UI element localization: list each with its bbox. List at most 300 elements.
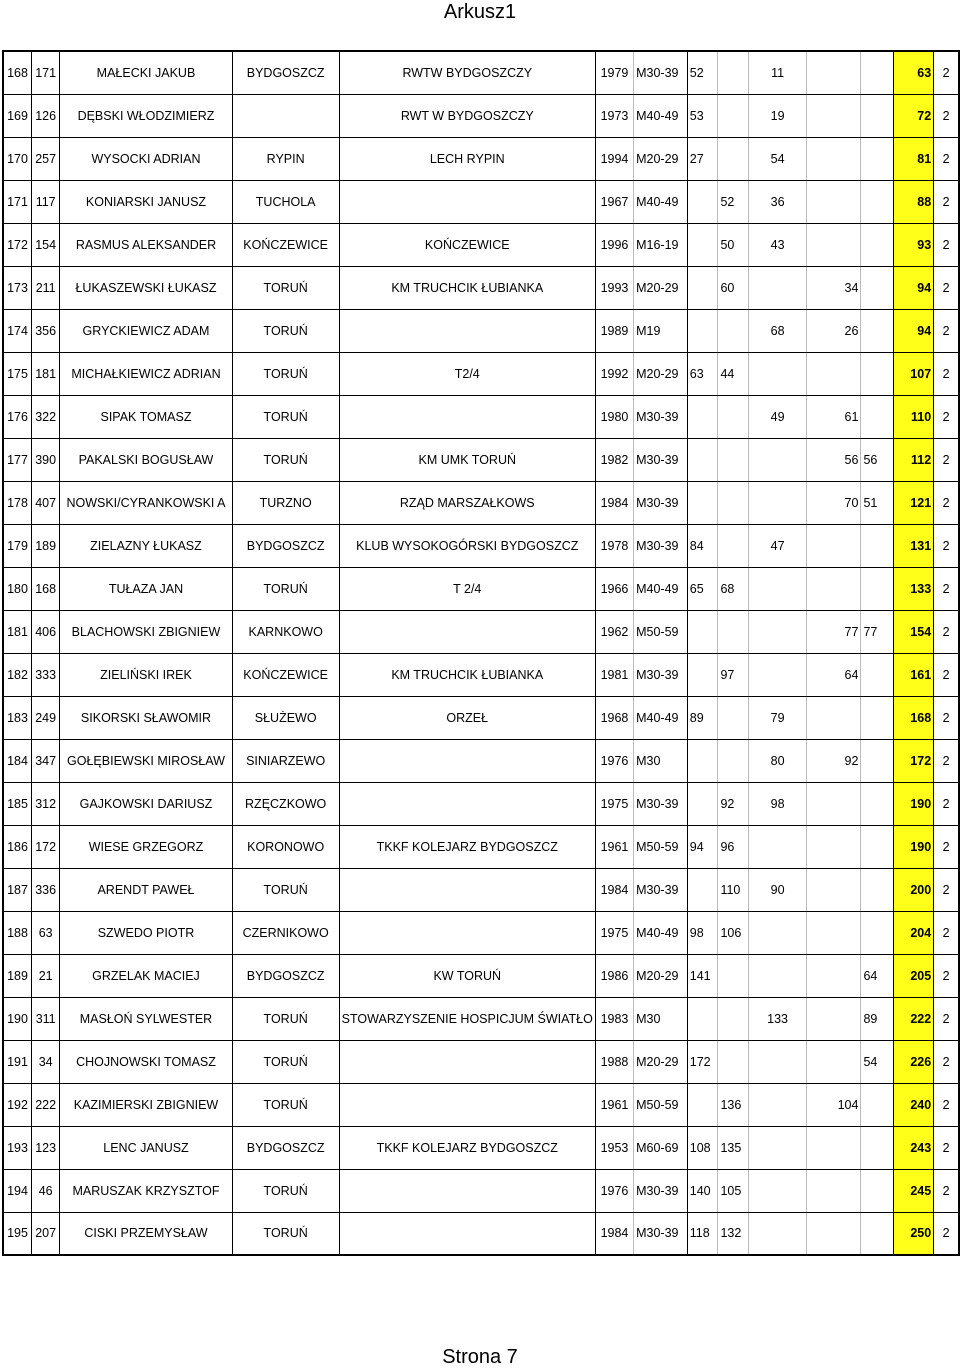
place-cell: 182 <box>3 653 32 696</box>
club-cell: KLUB WYSOKOGÓRSKI BYDGOSZCZ <box>339 524 595 567</box>
category-cell: M40-49 <box>634 567 688 610</box>
club-cell <box>339 1040 595 1083</box>
total-points-cell: 154 <box>894 610 934 653</box>
total-points-cell: 131 <box>894 524 934 567</box>
race-4-score-cell <box>807 1212 861 1255</box>
place-cell: 170 <box>3 137 32 180</box>
total-points-cell: 72 <box>894 94 934 137</box>
runner-name-cell: MASŁOŃ SYLWESTER <box>60 997 232 1040</box>
bib-number-cell: 63 <box>32 911 60 954</box>
runner-name-cell: GRZELAK MACIEJ <box>60 954 232 997</box>
city-cell: KORONOWO <box>232 825 339 868</box>
runner-name-cell: CISKI PRZEMYSŁAW <box>60 1212 232 1255</box>
race-3-score-cell: 79 <box>749 696 807 739</box>
city-cell: SŁUŻEWO <box>232 696 339 739</box>
birth-year-cell: 1989 <box>595 309 633 352</box>
races-count-cell: 2 <box>934 524 959 567</box>
place-cell: 189 <box>3 954 32 997</box>
race-4-score-cell <box>807 782 861 825</box>
sheet-title: Arkusz1 <box>443 1 517 23</box>
total-points-cell: 226 <box>894 1040 934 1083</box>
club-cell: KM TRUCHCIK ŁUBIANKA <box>339 266 595 309</box>
race-5-score-cell <box>861 782 894 825</box>
race-3-score-cell: 54 <box>749 137 807 180</box>
place-cell: 175 <box>3 352 32 395</box>
place-cell: 195 <box>3 1212 32 1255</box>
races-count-cell: 2 <box>934 438 959 481</box>
club-cell: RWT W BYDGOSZCZY <box>339 94 595 137</box>
bib-number-cell: 390 <box>32 438 60 481</box>
city-cell: TORUŃ <box>232 567 339 610</box>
race-4-score-cell: 104 <box>807 1083 861 1126</box>
birth-year-cell: 1953 <box>595 1126 633 1169</box>
races-count-cell: 2 <box>934 1126 959 1169</box>
city-cell: TORUŃ <box>232 309 339 352</box>
runner-name-cell: LENC JANUSZ <box>60 1126 232 1169</box>
race-3-score-cell: 68 <box>749 309 807 352</box>
birth-year-cell: 1978 <box>595 524 633 567</box>
bib-number-cell: 311 <box>32 997 60 1040</box>
club-cell: T 2/4 <box>339 567 595 610</box>
race-5-score-cell <box>861 309 894 352</box>
races-count-cell: 2 <box>934 352 959 395</box>
club-cell: LECH RYPIN <box>339 137 595 180</box>
birth-year-cell: 1973 <box>595 94 633 137</box>
race-1-score-cell: 52 <box>687 51 718 94</box>
club-cell <box>339 610 595 653</box>
race-5-score-cell <box>861 137 894 180</box>
table-row <box>3 610 959 653</box>
runner-name-cell: BLACHOWSKI ZBIGNIEW <box>60 610 232 653</box>
table-row <box>3 696 959 739</box>
place-cell: 180 <box>3 567 32 610</box>
race-4-score-cell <box>807 825 861 868</box>
races-count-cell: 2 <box>934 309 959 352</box>
race-3-score-cell <box>749 610 807 653</box>
category-cell: M30-39 <box>634 1212 688 1255</box>
race-1-score-cell: 89 <box>687 696 718 739</box>
place-cell: 178 <box>3 481 32 524</box>
bib-number-cell: 336 <box>32 868 60 911</box>
races-count-cell: 2 <box>934 94 959 137</box>
birth-year-cell: 1962 <box>595 610 633 653</box>
race-2-score-cell <box>718 51 749 94</box>
race-4-score-cell <box>807 51 861 94</box>
race-5-score-cell <box>861 94 894 137</box>
birth-year-cell: 1981 <box>595 653 633 696</box>
races-count-cell: 2 <box>934 223 959 266</box>
place-cell: 183 <box>3 696 32 739</box>
race-1-score-cell <box>687 309 718 352</box>
race-2-score-cell <box>718 524 749 567</box>
place-cell: 186 <box>3 825 32 868</box>
table-row <box>3 911 959 954</box>
total-points-cell: 112 <box>894 438 934 481</box>
race-5-score-cell <box>861 51 894 94</box>
races-count-cell: 2 <box>934 610 959 653</box>
table-row <box>3 137 959 180</box>
race-5-score-cell <box>861 1083 894 1126</box>
birth-year-cell: 1992 <box>595 352 633 395</box>
runner-name-cell: TUŁAZA JAN <box>60 567 232 610</box>
city-cell: TORUŃ <box>232 1083 339 1126</box>
race-2-score-cell: 44 <box>718 352 749 395</box>
birth-year-cell: 1983 <box>595 997 633 1040</box>
race-5-score-cell <box>861 825 894 868</box>
race-5-score-cell <box>861 696 894 739</box>
place-cell: 188 <box>3 911 32 954</box>
runner-name-cell: GRYCKIEWICZ ADAM <box>60 309 232 352</box>
birth-year-cell: 1979 <box>595 51 633 94</box>
total-points-cell: 243 <box>894 1126 934 1169</box>
race-5-score-cell: 56 <box>861 438 894 481</box>
table-row <box>3 1083 959 1126</box>
race-4-score-cell: 56 <box>807 438 861 481</box>
race-1-score-cell <box>687 782 718 825</box>
club-cell <box>339 309 595 352</box>
total-points-cell: 94 <box>894 266 934 309</box>
city-cell: TORUŃ <box>232 395 339 438</box>
city-cell: TURZNO <box>232 481 339 524</box>
race-1-score-cell: 53 <box>687 94 718 137</box>
bib-number-cell: 322 <box>32 395 60 438</box>
table-row <box>3 309 959 352</box>
table-row <box>3 1126 959 1169</box>
race-5-score-cell <box>861 180 894 223</box>
birth-year-cell: 1976 <box>595 739 633 782</box>
category-cell: M19 <box>634 309 688 352</box>
place-cell: 174 <box>3 309 32 352</box>
races-count-cell: 2 <box>934 997 959 1040</box>
race-5-score-cell <box>861 266 894 309</box>
city-cell: KARNKOWO <box>232 610 339 653</box>
race-4-score-cell <box>807 954 861 997</box>
place-cell: 191 <box>3 1040 32 1083</box>
race-1-score-cell <box>687 610 718 653</box>
bib-number-cell: 211 <box>32 266 60 309</box>
club-cell <box>339 395 595 438</box>
table-row <box>3 524 959 567</box>
bib-number-cell: 21 <box>32 954 60 997</box>
race-2-score-cell: 68 <box>718 567 749 610</box>
total-points-cell: 240 <box>894 1083 934 1126</box>
total-points-cell: 205 <box>894 954 934 997</box>
race-3-score-cell: 133 <box>749 997 807 1040</box>
race-2-score-cell <box>718 309 749 352</box>
total-points-cell: 168 <box>894 696 934 739</box>
race-2-score-cell <box>718 1040 749 1083</box>
city-cell: TORUŃ <box>232 438 339 481</box>
total-points-cell: 190 <box>894 825 934 868</box>
race-1-score-cell <box>687 438 718 481</box>
runner-name-cell: SIPAK TOMASZ <box>60 395 232 438</box>
birth-year-cell: 1968 <box>595 696 633 739</box>
birth-year-cell: 1961 <box>595 825 633 868</box>
race-2-score-cell <box>718 954 749 997</box>
race-5-score-cell <box>861 352 894 395</box>
bib-number-cell: 46 <box>32 1169 60 1212</box>
city-cell: BYDGOSZCZ <box>232 954 339 997</box>
race-3-score-cell <box>749 825 807 868</box>
total-points-cell: 250 <box>894 1212 934 1255</box>
city-cell: TORUŃ <box>232 266 339 309</box>
category-cell: M50-59 <box>634 825 688 868</box>
club-cell <box>339 911 595 954</box>
birth-year-cell: 1975 <box>595 911 633 954</box>
race-4-score-cell <box>807 137 861 180</box>
race-5-score-cell <box>861 1169 894 1212</box>
category-cell: M20-29 <box>634 352 688 395</box>
race-3-score-cell <box>749 567 807 610</box>
bib-number-cell: 257 <box>32 137 60 180</box>
bib-number-cell: 249 <box>32 696 60 739</box>
place-cell: 176 <box>3 395 32 438</box>
category-cell: M30-39 <box>634 1169 688 1212</box>
runner-name-cell: KONIARSKI JANUSZ <box>60 180 232 223</box>
total-points-cell: 93 <box>894 223 934 266</box>
place-cell: 192 <box>3 1083 32 1126</box>
city-cell: TORUŃ <box>232 1040 339 1083</box>
category-cell: M40-49 <box>634 94 688 137</box>
city-cell: RYPIN <box>232 137 339 180</box>
category-cell: M40-49 <box>634 180 688 223</box>
total-points-cell: 94 <box>894 309 934 352</box>
race-3-score-cell: 98 <box>749 782 807 825</box>
race-4-score-cell: 34 <box>807 266 861 309</box>
race-1-score-cell: 94 <box>687 825 718 868</box>
race-5-score-cell: 89 <box>861 997 894 1040</box>
race-1-score-cell: 84 <box>687 524 718 567</box>
total-points-cell: 200 <box>894 868 934 911</box>
category-cell: M30-39 <box>634 395 688 438</box>
club-cell: T2/4 <box>339 352 595 395</box>
race-4-score-cell <box>807 911 861 954</box>
race-3-score-cell <box>749 1126 807 1169</box>
birth-year-cell: 1988 <box>595 1040 633 1083</box>
place-cell: 184 <box>3 739 32 782</box>
race-3-score-cell <box>749 352 807 395</box>
bib-number-cell: 117 <box>32 180 60 223</box>
race-1-score-cell: 98 <box>687 911 718 954</box>
table-row <box>3 395 959 438</box>
city-cell: BYDGOSZCZ <box>232 524 339 567</box>
race-4-score-cell <box>807 696 861 739</box>
category-cell: M40-49 <box>634 696 688 739</box>
races-count-cell: 2 <box>934 653 959 696</box>
race-3-score-cell: 90 <box>749 868 807 911</box>
total-points-cell: 88 <box>894 180 934 223</box>
race-5-score-cell <box>861 868 894 911</box>
category-cell: M30-39 <box>634 51 688 94</box>
race-2-score-cell: 110 <box>718 868 749 911</box>
runner-name-cell: ARENDT PAWEŁ <box>60 868 232 911</box>
race-2-score-cell: 135 <box>718 1126 749 1169</box>
table-row <box>3 954 959 997</box>
race-3-score-cell: 49 <box>749 395 807 438</box>
race-1-score-cell: 140 <box>687 1169 718 1212</box>
birth-year-cell: 1996 <box>595 223 633 266</box>
races-count-cell: 2 <box>934 1040 959 1083</box>
races-count-cell: 2 <box>934 911 959 954</box>
race-4-score-cell: 77 <box>807 610 861 653</box>
race-3-score-cell <box>749 653 807 696</box>
place-cell: 187 <box>3 868 32 911</box>
total-points-cell: 245 <box>894 1169 934 1212</box>
birth-year-cell: 1967 <box>595 180 633 223</box>
place-cell: 169 <box>3 94 32 137</box>
race-1-score-cell: 27 <box>687 137 718 180</box>
bib-number-cell: 312 <box>32 782 60 825</box>
runner-name-cell: PAKALSKI BOGUSŁAW <box>60 438 232 481</box>
race-5-score-cell <box>861 567 894 610</box>
place-cell: 193 <box>3 1126 32 1169</box>
runner-name-cell: SZWEDO PIOTR <box>60 911 232 954</box>
city-cell: RZĘCZKOWO <box>232 782 339 825</box>
race-2-score-cell <box>718 395 749 438</box>
club-cell <box>339 868 595 911</box>
races-count-cell: 2 <box>934 825 959 868</box>
category-cell: M30-39 <box>634 438 688 481</box>
birth-year-cell: 1984 <box>595 481 633 524</box>
race-3-score-cell <box>749 1169 807 1212</box>
runner-name-cell: WYSOCKI ADRIAN <box>60 137 232 180</box>
races-count-cell: 2 <box>934 782 959 825</box>
race-3-score-cell <box>749 438 807 481</box>
total-points-cell: 121 <box>894 481 934 524</box>
club-cell <box>339 180 595 223</box>
race-4-score-cell <box>807 352 861 395</box>
city-cell: KOŃCZEWICE <box>232 223 339 266</box>
runner-name-cell: SIKORSKI SŁAWOMIR <box>60 696 232 739</box>
runner-name-cell: CHOJNOWSKI TOMASZ <box>60 1040 232 1083</box>
race-1-score-cell: 65 <box>687 567 718 610</box>
city-cell: TORUŃ <box>232 352 339 395</box>
race-2-score-cell <box>718 739 749 782</box>
race-3-score-cell <box>749 266 807 309</box>
race-2-score-cell <box>718 137 749 180</box>
race-5-score-cell <box>861 223 894 266</box>
table-row <box>3 782 959 825</box>
race-5-score-cell: 54 <box>861 1040 894 1083</box>
race-2-score-cell: 106 <box>718 911 749 954</box>
race-1-score-cell: 118 <box>687 1212 718 1255</box>
race-2-score-cell: 97 <box>718 653 749 696</box>
birth-year-cell: 1980 <box>595 395 633 438</box>
place-cell: 171 <box>3 180 32 223</box>
race-1-score-cell: 172 <box>687 1040 718 1083</box>
runner-name-cell: ZIELAZNY ŁUKASZ <box>60 524 232 567</box>
races-count-cell: 2 <box>934 739 959 782</box>
race-3-score-cell: 11 <box>749 51 807 94</box>
table-row <box>3 1169 959 1212</box>
race-1-score-cell <box>687 997 718 1040</box>
place-cell: 194 <box>3 1169 32 1212</box>
race-3-score-cell: 43 <box>749 223 807 266</box>
race-2-score-cell <box>718 438 749 481</box>
birth-year-cell: 1976 <box>595 1169 633 1212</box>
race-5-score-cell <box>861 739 894 782</box>
total-points-cell: 204 <box>894 911 934 954</box>
race-3-score-cell <box>749 911 807 954</box>
race-4-score-cell <box>807 1126 861 1169</box>
bib-number-cell: 34 <box>32 1040 60 1083</box>
bib-number-cell: 207 <box>32 1212 60 1255</box>
total-points-cell: 161 <box>894 653 934 696</box>
race-4-score-cell: 92 <box>807 739 861 782</box>
race-2-score-cell: 50 <box>718 223 749 266</box>
race-3-score-cell: 19 <box>749 94 807 137</box>
total-points-cell: 190 <box>894 782 934 825</box>
birth-year-cell: 1966 <box>595 567 633 610</box>
category-cell: M20-29 <box>634 1040 688 1083</box>
club-cell: KOŃCZEWICE <box>339 223 595 266</box>
races-count-cell: 2 <box>934 180 959 223</box>
table-row <box>3 266 959 309</box>
race-2-score-cell <box>718 997 749 1040</box>
race-1-score-cell <box>687 739 718 782</box>
race-2-score-cell: 136 <box>718 1083 749 1126</box>
place-cell: 179 <box>3 524 32 567</box>
city-cell: SINIARZEWO <box>232 739 339 782</box>
race-3-score-cell: 36 <box>749 180 807 223</box>
races-count-cell: 2 <box>934 1212 959 1255</box>
bib-number-cell: 333 <box>32 653 60 696</box>
city-cell: CZERNIKOWO <box>232 911 339 954</box>
category-cell: M20-29 <box>634 954 688 997</box>
place-cell: 185 <box>3 782 32 825</box>
club-cell: RZĄD MARSZAŁKOWS <box>339 481 595 524</box>
table-row <box>3 868 959 911</box>
club-cell: TKKF KOLEJARZ BYDGOSZCZ <box>339 1126 595 1169</box>
table-row <box>3 1212 959 1255</box>
race-3-score-cell <box>749 481 807 524</box>
city-cell: TORUŃ <box>232 868 339 911</box>
birth-year-cell: 1961 <box>595 1083 633 1126</box>
total-points-cell: 81 <box>894 137 934 180</box>
runner-name-cell: GAJKOWSKI DARIUSZ <box>60 782 232 825</box>
birth-year-cell: 1982 <box>595 438 633 481</box>
race-4-score-cell <box>807 223 861 266</box>
race-4-score-cell <box>807 180 861 223</box>
city-cell: BYDGOSZCZ <box>232 51 339 94</box>
table-row <box>3 567 959 610</box>
race-2-score-cell <box>718 610 749 653</box>
category-cell: M30-39 <box>634 653 688 696</box>
race-3-score-cell: 80 <box>749 739 807 782</box>
category-cell: M16-19 <box>634 223 688 266</box>
race-4-score-cell: 26 <box>807 309 861 352</box>
race-5-score-cell <box>861 1126 894 1169</box>
bib-number-cell: 222 <box>32 1083 60 1126</box>
runner-name-cell: MICHAŁKIEWICZ ADRIAN <box>60 352 232 395</box>
city-cell: TORUŃ <box>232 1212 339 1255</box>
table-row <box>3 739 959 782</box>
races-count-cell: 2 <box>934 868 959 911</box>
club-cell: KW TORUŃ <box>339 954 595 997</box>
bib-number-cell: 189 <box>32 524 60 567</box>
total-points-cell: 63 <box>894 51 934 94</box>
race-4-score-cell <box>807 94 861 137</box>
club-cell <box>339 1169 595 1212</box>
runner-name-cell: MAŁECKI JAKUB <box>60 51 232 94</box>
race-1-score-cell <box>687 1083 718 1126</box>
race-4-score-cell <box>807 567 861 610</box>
category-cell: M30-39 <box>634 481 688 524</box>
race-4-score-cell: 70 <box>807 481 861 524</box>
race-1-score-cell <box>687 868 718 911</box>
race-2-score-cell <box>718 481 749 524</box>
place-cell: 168 <box>3 51 32 94</box>
